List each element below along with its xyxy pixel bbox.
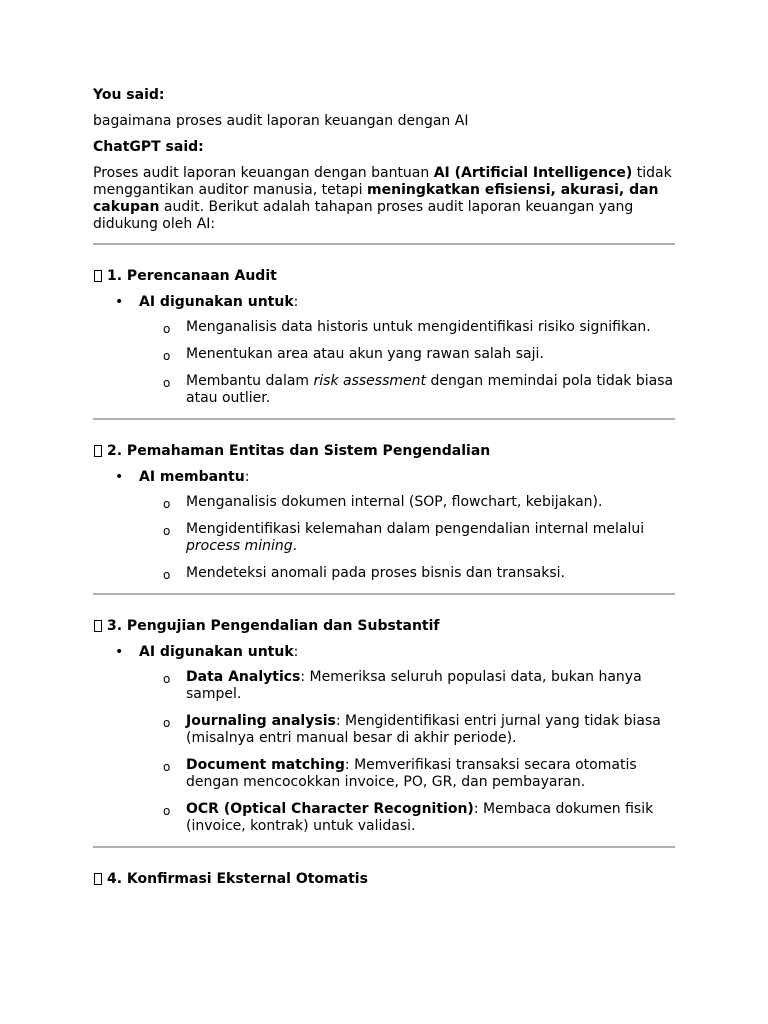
section-perencanaan-audit (93, 268, 675, 407)
section-title-text: 3. Pengujian Pengendalian dan Substantif (107, 618, 440, 634)
sub-item-text: : Mengidentifikasi entri jurnal yang tidak biasa (misalnya entri manual besar di akhir periode). (186, 713, 661, 746)
sub-list-item (139, 713, 675, 747)
circle-bullet-icon: o (163, 376, 171, 390)
divider (93, 593, 675, 595)
circle-bullet-icon: o (163, 497, 171, 511)
missing-emoji-icon (94, 445, 102, 457)
sub-item-text: dengan memindai pola tidak biasa atau outlier. (186, 373, 674, 406)
sub-item-term: OCR (Optical Character Recognition) (186, 801, 474, 817)
bullet-list (93, 469, 675, 582)
list-item (93, 644, 675, 835)
user-message: bagaimana proses audit laporan keuangan dengan AI (93, 113, 469, 129)
sub-list (139, 319, 675, 407)
circle-bullet-icon: o (163, 760, 171, 774)
list-lead: AI digunakan untuk (139, 644, 294, 660)
circle-bullet-icon: o (163, 349, 171, 363)
sub-item-text: . (292, 538, 298, 554)
missing-emoji-icon (94, 620, 102, 632)
bullet-icon: • (115, 644, 124, 660)
circle-bullet-icon: o (163, 716, 171, 730)
user-label: You said: (93, 87, 165, 103)
intro-bold-2: meningkatkan efisiensi, akurasi, dan cakupan (93, 182, 659, 215)
divider (93, 243, 675, 245)
section-title-text: 4. Konfirmasi Eksternal Otomatis (107, 871, 368, 887)
chat-transcript (93, 87, 675, 897)
sub-item-term: Document matching (186, 757, 345, 773)
divider (93, 418, 675, 420)
section-title (93, 871, 675, 888)
sub-item-term: Journaling analysis (186, 713, 336, 729)
section-konfirmasi-eksternal (93, 871, 675, 888)
sub-list-item (139, 565, 675, 582)
sub-list-item (139, 373, 675, 407)
lead-colon: : (293, 294, 299, 310)
section-title-text: 1. Perencanaan Audit (107, 268, 277, 284)
sub-item-text: : Memverifikasi transaksi secara otomatis dengan mencocokkan invoice, PO, GR, dan pembayaran. (186, 757, 637, 790)
sub-list-item (139, 494, 675, 511)
sub-item-text: Mengidentifikasi kelemahan dalam pengendalian internal melalui (186, 521, 645, 537)
sub-item-emphasis: process mining (186, 538, 293, 554)
assistant-intro (93, 165, 675, 233)
bullet-list (93, 294, 675, 407)
sub-list-item (139, 801, 675, 835)
list-lead: AI digunakan untuk (139, 294, 294, 310)
sub-list-item (139, 346, 675, 363)
sub-list-item (139, 669, 675, 703)
section-title (93, 618, 675, 635)
section-pemahaman-entitas (93, 443, 675, 582)
sub-item-text: Membantu dalam (186, 373, 314, 389)
sub-list-item (139, 757, 675, 791)
intro-text-2: tidak menggantikan auditor manusia, tetapi (93, 165, 672, 198)
intro-bold-1: AI (Artificial Intelligence) (433, 165, 633, 181)
sub-item-text: : Memeriksa seluruh populasi data, bukan hanya sampel. (186, 669, 642, 702)
sub-item-text: Menganalisis dokumen internal (SOP, flowchart, kebijakan). (186, 494, 603, 510)
bullet-icon: • (115, 469, 124, 485)
sub-item-text: Menganalisis data historis untuk mengidentifikasi risiko signifikan. (186, 319, 651, 335)
missing-emoji-icon (94, 270, 102, 282)
circle-bullet-icon: o (163, 672, 171, 686)
bullet-icon: • (115, 294, 124, 310)
sub-item-text: Mendeteksi anomali pada proses bisnis dan transaksi. (186, 565, 565, 581)
circle-bullet-icon: o (163, 322, 171, 336)
sub-list (139, 494, 675, 582)
sub-item-emphasis: risk assessment (313, 373, 426, 389)
divider (93, 846, 675, 848)
intro-text-3: audit. Berikut adalah tahapan proses audit laporan keuangan yang didukung oleh AI: (93, 199, 634, 232)
section-title-text: 2. Pemahaman Entitas dan Sistem Pengendalian (107, 443, 491, 459)
circle-bullet-icon: o (163, 568, 171, 582)
sub-list-item (139, 521, 675, 555)
circle-bullet-icon: o (163, 804, 171, 818)
section-pengujian-pengendalian (93, 618, 675, 835)
list-item (93, 469, 675, 582)
lead-colon: : (293, 644, 299, 660)
assistant-label: ChatGPT said: (93, 139, 204, 155)
intro-text-1: Proses audit laporan keuangan dengan bantuan (93, 165, 434, 181)
sub-item-term: Data Analytics (186, 669, 301, 685)
section-title (93, 268, 675, 285)
bullet-list (93, 644, 675, 835)
lead-colon: : (244, 469, 250, 485)
missing-emoji-icon (94, 873, 102, 885)
sub-list (139, 669, 675, 835)
list-lead: AI membantu (139, 469, 245, 485)
sub-item-text: Menentukan area atau akun yang rawan salah saji. (186, 346, 544, 362)
sub-list-item (139, 319, 675, 336)
section-title (93, 443, 675, 460)
circle-bullet-icon: o (163, 524, 171, 538)
sub-item-text: : Membaca dokumen fisik (invoice, kontrak) untuk validasi. (186, 801, 654, 834)
list-item (93, 294, 675, 407)
